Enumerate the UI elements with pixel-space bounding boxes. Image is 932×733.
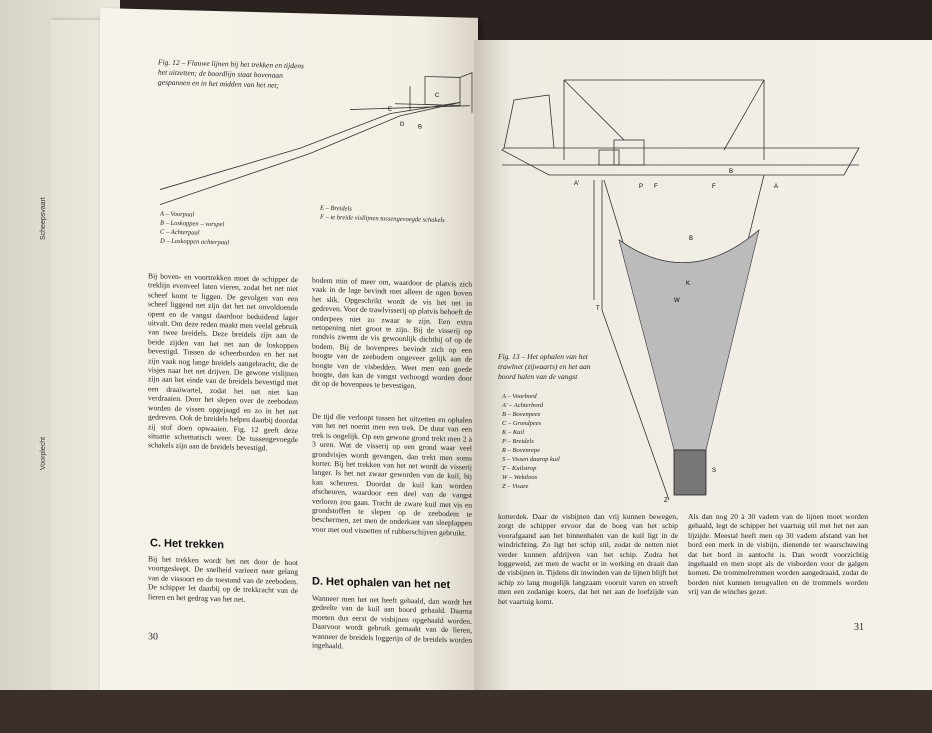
- legend-item: A' – Achterbord: [502, 402, 544, 409]
- svg-text:C: C: [435, 92, 440, 99]
- left-column-text-b: [148, 554, 298, 638]
- legend-item: A – Voorpaal: [160, 210, 195, 219]
- legend-item: W – Wektloos: [502, 474, 538, 481]
- right-column-text: [312, 276, 472, 408]
- paragraph: bodem min of meer om, waardoor de platvis zich vaak in de lage bevindt met alleen de ogen boven het slik. Opgeschrikt wordt de vis het net in gedreven. Voor de trawlvisserij op platvis behoeft de onderpees niet zo zwaar te zijn. Een extra netopening niet groot te zijn. Bij de visserij op rondvis zwemt de vis gewoonlijk dichtbij of op de bodem. Bij de bovenpees bevindt zich op een hoogte van de zeebodem ongeveer gelijk aan de hoogte van de visbedden. Weet men een goede hoogte, dan kan de vangst verhoogd worden door dit op de bovenpees te bevestigen.: [312, 275, 472, 391]
- heading-c: C. Het trekken: [150, 537, 224, 552]
- paragraph: Bij het trekken wordt het net door de boot voortgesleept. De snelheid varieert naar gelang van de vissoort en de toestand van de zeebodem. De schipper let daarbij op de trekkracht van de lieren en het gedrag van het net.: [148, 554, 298, 604]
- legend-item: P – Breidels: [502, 438, 534, 445]
- diagram-label: F: [712, 184, 716, 190]
- left-column-text: [148, 271, 298, 537]
- legend-item: F – te breide visllijnen tussengevoegde schakels: [320, 213, 445, 225]
- right-page: [474, 40, 932, 690]
- diagram-label: S: [712, 468, 717, 474]
- diagram-label: B: [729, 169, 734, 175]
- diagram-label: T: [596, 306, 600, 312]
- right-column-text-c: [312, 594, 472, 658]
- legend-item: E – Breidels: [320, 204, 352, 213]
- figure-12-legend-left: [160, 210, 229, 248]
- svg-text:B: B: [417, 124, 423, 131]
- diagram-label: K: [686, 281, 691, 287]
- diagram-label: A': [574, 181, 580, 187]
- legend-item: S – Vissen daarop kuil: [502, 456, 560, 463]
- svg-text:D: D: [400, 121, 405, 128]
- paragraph: Bij boven- en voortrekken moet de schipper de treklijn evenveel laten vieren, zodat het net niet scheef komt te liggen. De gevolgen van een scheef liggend net zijn dat het net onvoldoende opent en de vangst daardoor beduidend lager uitvalt. Om deze reden maakt men veelal gebruik van twee breidels. Deze breidels zijn aan de beide zijden van het net aan de loskoppen bevestigd. Tussen de scheerborden en het net zijn vaak nog lange breidels aangebracht, die de visjes naar het net drijven. De gewone vislijnen zijn aan het einde van de breidels bevestigd met een draaiwartel, zodat het net niet kan verdraaien. Door het slepen over de zeebodem worden de vissen opgejaagd en zo in het net gedreven. Ook de breidels helpen daarbij doordat zij stof doen opwaaien. Fig. 12 geeft deze situatie schematisch weer. De tussengevoegde schakels zijn aan de breidels bevestigd.: [148, 271, 298, 453]
- figure-13-caption: Fig. 13 – Het ophalen van het trawlnet (zijwaarts) en het aan boord halen van de vangst: [498, 352, 591, 381]
- table-surface: [0, 690, 932, 733]
- legend-item: A – Voorbord: [502, 393, 537, 400]
- right-page-column-1: [498, 512, 678, 622]
- paragraph: Als dan nog 20 à 30 vadem van de lijnen moet worden gehaald, legt de schipper het vaartuig stil met het net aan lijzijde. Meestal heeft men op 30 vadem afstand van het bord een merk in de visbijn, dienende ter waarschuwing dat het bord in aantocht is. Dan wordt voorzichtig ingehaald en men stopt als de visborden voor de galgen komen. De trommelremmen worden aangedraaid, zodat de borden niet kunnen terugvallen en de trommels worden vrij van de winches gezet.: [688, 512, 868, 597]
- diagram-label: F: [654, 184, 658, 190]
- diagram-label: B: [689, 236, 694, 242]
- net-cod-end: [674, 450, 706, 495]
- paragraph: kotterdek. Daar de visbijnen dan vrij kunnen bewegen, zorgt de schipper ervoor dat de boeg van het schip voorafgaand aan het binnenhalen van de kuil ligt in de windrichting. Zo ligt het schip stil, zodat de netten niet verder kunnen afdrijven van het schip. Zodra het loggeweid, zet men de wacht er in werking en draait dan de visbijnen in. Tijdens dit inwinden van de lijnen blijft het schip zo lang mogelijk langzaam vooruit varen en streeft men een zodanige koers, dat het net aan de loefzijde van het vaartuig komt.: [498, 512, 678, 606]
- page-number-right: 31: [854, 622, 864, 633]
- legend-item: D – Loskoppen achterpaal: [160, 237, 230, 247]
- right-page-column-2: [688, 512, 868, 622]
- diagram-label: Z: [664, 498, 668, 504]
- legend-item: B – Bovenpees: [502, 411, 541, 418]
- legend-item: C – Grondpees: [502, 420, 542, 427]
- page-number-left: 30: [148, 631, 158, 643]
- paragraph: Wanneer men het net heeft gehaald, dan wordt het gedeelte van de kuil aan boord gehaald. Daarna moeten dus eerst de visbijnen opgehaald worden. Daarvoor wordt gebruik gemaakt van de lieren, wanneer de breidels loggerijn of de breidels worden ingehaald.: [312, 593, 472, 651]
- legend-item: R – Bovenrepe: [502, 447, 541, 454]
- figure-13-legend: [502, 392, 560, 491]
- figure-12-diagram: [100, 8, 478, 218]
- legend-item: K – Kuil: [502, 429, 525, 436]
- heading-d: D. Het ophalen van het net: [312, 575, 451, 592]
- legend-item: C – Achterpaal: [160, 228, 200, 237]
- diagram-label: A: [774, 184, 779, 190]
- right-column-text-b: [312, 412, 472, 574]
- figure-12-legend-right: [320, 204, 445, 225]
- svg-text:E: E: [388, 106, 393, 113]
- paragraph: De tijd die verloopt tussen het uitzetten en ophalen van het net noemt men een trek. De duur van een trek is ongelijk. Op een gewone grond trekt men 2 à 3 uren. Wat de visserij op een grond waar veel grondvisjes wordt gevangen, dan trekt men soms korter. Bij het trekken van het net wordt de visserij langer. Is het net zwaar geworden van de kuil, hij kan scheuren. Doordat de kuil kan worden afscheuren, waardoor een deel van de vangst verloren zou gaan. Tracht de zware kuil met vis en grondstoffen te slepen op de zeebodem te beschermen, zet men de onderkant van sleeplappen voor met oud visnetten of rubberschijven gebruikt.: [312, 411, 472, 538]
- legend-item: B – Loskoppen – vorspel: [160, 219, 225, 229]
- diagram-label: P: [639, 184, 644, 190]
- diagram-label: W: [674, 298, 680, 304]
- sidebar-label: Scheepsvaart: [40, 197, 47, 240]
- sidebar-label-2: Voorplecht: [40, 436, 47, 470]
- legend-item: Z – Visare: [502, 483, 529, 490]
- figure-12-caption: Fig. 12 – Flauwe lijnen bij het trekken en tijdens het uitzetten; de boordlijn staat bovenaan gespannen en in het midden van het net;: [158, 57, 304, 90]
- legend-item: T – Kuilstrop: [502, 465, 537, 472]
- left-page: [100, 8, 478, 708]
